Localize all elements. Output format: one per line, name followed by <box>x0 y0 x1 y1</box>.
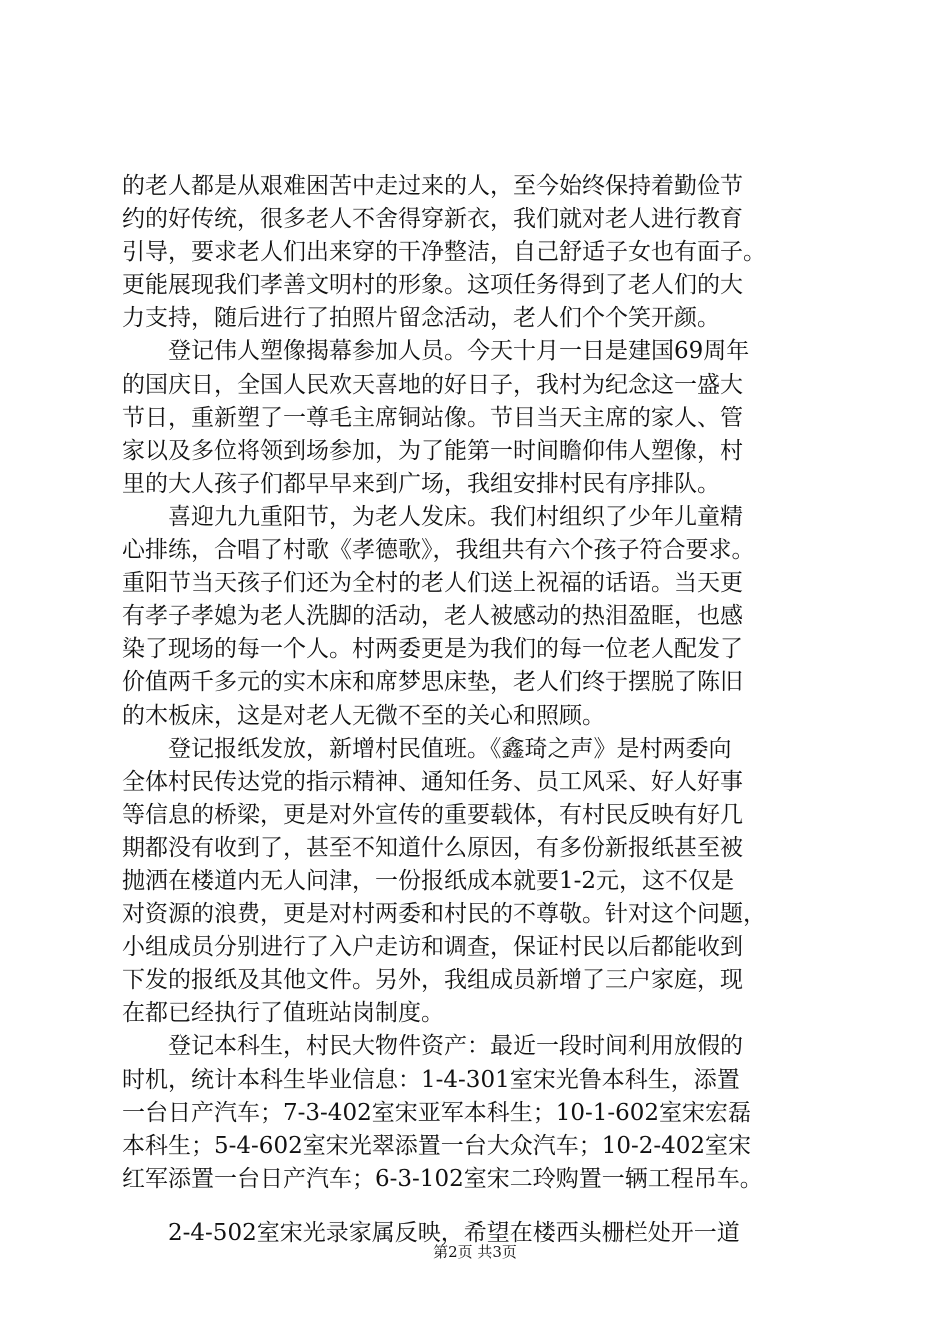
text-line: 时机，统计本科生毕业信息：1-4-301室宋光鲁本科生，添置 <box>122 1066 740 1093</box>
text-line: 登记伟人塑像揭幕参加人员。今天十月一日是建国69周年 <box>122 338 750 365</box>
text-line: 全体村民传达党的指示精神、通知任务、员工风采、好人好事 <box>122 768 743 795</box>
paragraph-gap <box>122 1196 834 1217</box>
text-line: 抛洒在楼道内无人问津，一份报纸成本就要1-2元，这不仅是 <box>122 867 735 894</box>
page-footer: 第2页 共3页 <box>433 1243 517 1261</box>
text-line: 登记本科生，村民大物件资产：最近一段时间利用放假的 <box>122 1033 743 1060</box>
text-line: 的国庆日，全国人民欢天喜地的好日子，我村为纪念这一盛大 <box>122 371 743 398</box>
text-line: 重阳节当天孩子们还为全村的老人们送上祝福的话语。当天更 <box>122 570 743 597</box>
text-line: 约的好传统，很多老人不舍得穿新衣，我们就对老人进行教育 <box>122 206 743 233</box>
text-line: 对资源的浪费，更是对村两委和村民的不尊敬。针对这个问题， <box>122 901 766 928</box>
text-line: 本科生；5-4-602室宋光翠添置一台大众汽车；10-2-402室宋 <box>122 1132 752 1159</box>
text-line: 期都没有收到了，甚至不知道什么原因，有多份新报纸甚至被 <box>122 834 743 861</box>
text-line: 力支持，随后进行了拍照片留念活动，老人们个个笑开颜。 <box>122 305 720 332</box>
text-line: 价值两千多元的实木床和席梦思床垫，老人们终于摆脱了陈旧 <box>122 669 743 696</box>
text-line: 喜迎九九重阳节，为老人发床。我们村组织了少年儿童精 <box>122 503 743 530</box>
text-line: 的老人都是从艰难困苦中走过来的人，至今始终保持着勤俭节 <box>122 173 743 199</box>
text-line: 引导，要求老人们出来穿的干净整洁，自己舒适子女也有面子。 <box>122 239 766 266</box>
text-line-trailing: 2-4-502室宋光录家属反映，希望在楼西头栅栏处开一道 <box>122 1219 740 1246</box>
text-line: 在都已经执行了值班站岗制度。 <box>122 1000 444 1027</box>
text-line: 等信息的桥梁，更是对外宣传的重要载体，有村民反映有好几 <box>122 801 743 828</box>
text-line: 一台日产汽车；7-3-402室宋亚军本科生；10-1-602室宋宏磊 <box>122 1099 752 1126</box>
text-line: 里的大人孩子们都早早来到广场，我组安排村民有序排队。 <box>122 470 720 497</box>
text-line: 染了现场的每一个人。村两委更是为我们的每一位老人配发了 <box>122 636 743 663</box>
text-line: 下发的报纸及其他文件。另外，我组成员新增了三户家庭，现 <box>122 967 743 994</box>
text-line: 小组成员分别进行了入户走访和调查，保证村民以后都能收到 <box>122 934 743 961</box>
text-line: 的木板床，这是对老人无微不至的关心和照顾。 <box>122 702 605 729</box>
text-line: 红军添置一台日产汽车；6-3-102室宋二玲购置一辆工程吊车。 <box>122 1165 763 1192</box>
text-line: 登记报纸发放，新增村民值班。《鑫琦之声》是村两委向 <box>122 735 732 762</box>
text-line: 更能展现我们孝善文明村的形象。这项任务得到了老人们的大 <box>122 272 743 299</box>
document-body <box>122 170 834 1250</box>
text-line: 节日，重新塑了一尊毛主席铜站像。节目当天主席的家人、管 <box>122 404 743 431</box>
text-line: 心排练，合唱了村歌《孝德歌》，我组共有六个孩子符合要求。 <box>122 537 755 564</box>
text-line: 有孝子孝媳为老人洗脚的活动，老人被感动的热泪盈眶，也感 <box>122 603 743 630</box>
text-line: 家以及多位将领到场参加，为了能第一时间瞻仰伟人塑像，村 <box>122 437 743 464</box>
